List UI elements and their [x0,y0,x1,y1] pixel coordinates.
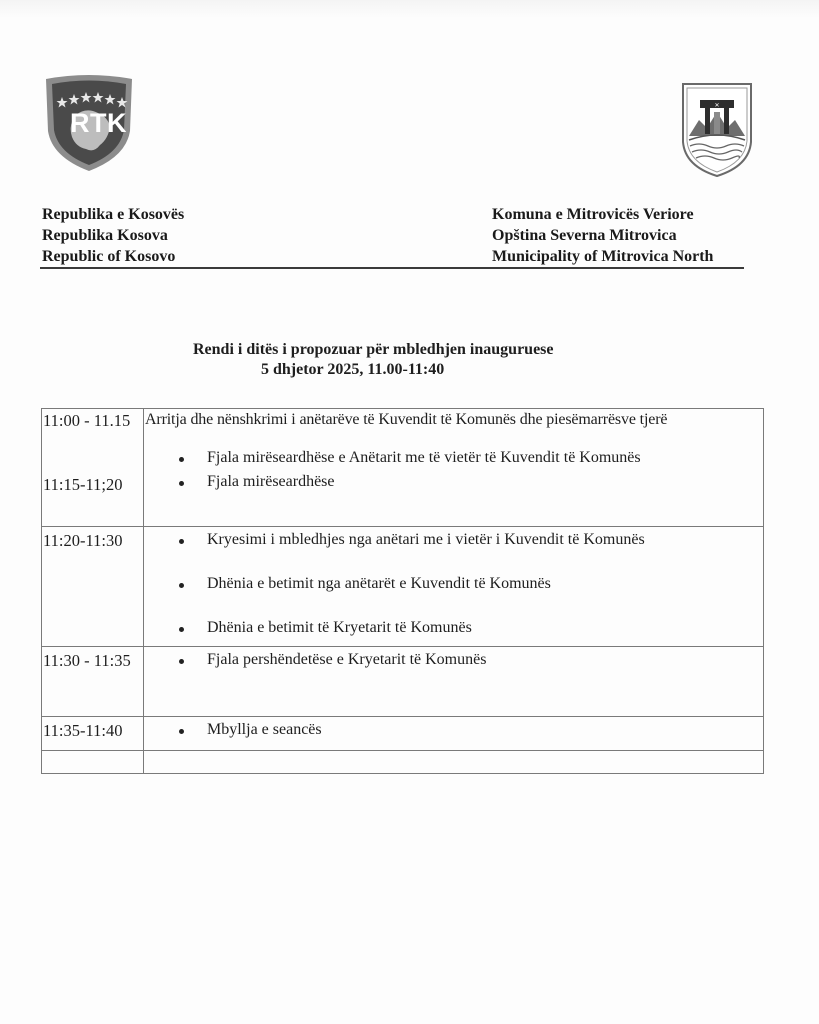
agenda-item: Dhënia e betimit nga anëtarët e Kuvendit të Komunës [207,575,551,592]
header-right-line: Opština Severna Mitrovica [492,227,677,244]
agenda-item: Fjala mirëseardhëse [207,473,335,490]
title-date-line: 5 dhjetor 2025, 11.00-11:40 [261,361,445,378]
agenda-text: Arritja dhe nënshkrimi i anëtarëve të Kuvendit të Komunës dhe piesëmarrësve tjerë [145,411,668,428]
bullet-icon [179,627,184,632]
content-cell [144,717,764,751]
agenda-item: Mbyllja e seancës [207,721,322,738]
content-cell [144,751,764,774]
header-right-line: Municipality of Mitrovica North [492,248,714,265]
time-value: 11:20-11:30 [43,531,123,550]
header-municipality-block [492,204,713,267]
time-cell [42,647,144,717]
table-row-empty [42,751,764,774]
time-cell [42,527,144,647]
header-left-line: Republika Kosova [42,227,168,244]
rtk-watermark: RTK [70,108,127,138]
table-row [42,409,764,527]
header-divider [40,267,744,269]
time-value: 11:30 - 11:35 [43,651,131,670]
time-value: 11:15-11;20 [43,475,123,494]
agenda-item: Fjala pershëndetëse e Kryetarit të Komunës [207,651,487,668]
bullet-icon [179,481,184,486]
bullet-icon [179,583,184,588]
table-row [42,717,764,751]
time-cell [42,717,144,751]
scan-edge [0,0,819,18]
header-left-line: Republic of Kosovo [42,248,176,265]
content-cell [144,409,764,527]
content-cell [144,647,764,717]
content-cell [144,527,764,647]
agenda-item: Dhënia e betimit të Kryetarit të Komunës [207,619,472,636]
title-line: Rendi i ditës i propozuar për mbledhjen inauguruese [193,341,554,358]
bullet-icon [179,729,184,734]
time-value: 11:35-11:40 [43,721,123,740]
header-right-line: Komuna e Mitrovicës Veriore [492,206,694,223]
table-row [42,647,764,717]
bullet-icon [179,539,184,544]
bullet-icon [179,457,184,462]
time-cell [42,751,144,774]
bullet-icon [179,659,184,664]
svg-text:✕: ✕ [714,103,720,109]
table-row [42,527,764,647]
agenda-item: Fjala mirëseardhëse e Anëtarit me të vietër të Kuvendit të Komunës [207,449,641,466]
time-value: 11:00 - 11.15 [43,411,131,430]
header-left-line: Republika e Kosovës [42,206,185,223]
agenda-item: Kryesimi i mbledhjes nga anëtari me i vietër i Kuvendit të Komunës [207,531,645,548]
mitrovica-coat-of-arms-icon [681,82,753,178]
agenda-table [41,408,764,774]
time-cell [42,409,144,527]
header-republic-block [42,204,184,267]
